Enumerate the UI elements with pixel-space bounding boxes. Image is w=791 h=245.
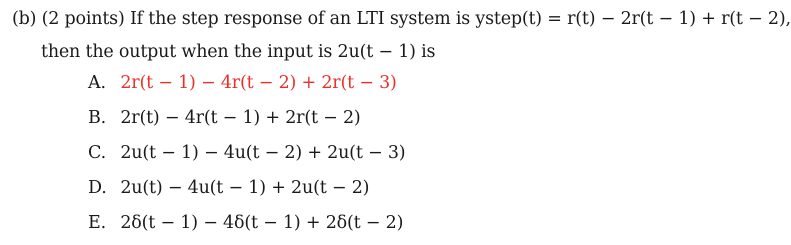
option-c [88, 140, 405, 175]
question-stem-line-2: then the output when the input is 2u(t − 1) is [41, 42, 436, 62]
question-block [12, 6, 791, 65]
option-a-text: 2r(t − 1) − 4r(t − 2) + 2r(t − 3) [120, 73, 397, 93]
option-d [88, 175, 405, 210]
option-e [88, 210, 405, 245]
option-d-text: 2u(t) − 4u(t − 1) + 2u(t − 2) [120, 178, 370, 198]
question-stem-line-1: (b) (2 points) If the step response of an LTI system is ystep(t) = r(t) − 2r(t − 1) + r(t − 2), [12, 9, 791, 29]
answer-options [88, 70, 405, 245]
option-e-text: 2δ(t − 1) − 4δ(t − 1) + 2δ(t − 2) [120, 213, 404, 233]
option-a [88, 70, 405, 105]
option-d-letter: D. [88, 178, 107, 198]
option-b [88, 105, 405, 140]
option-e-letter: E. [88, 213, 106, 233]
option-c-letter: C. [88, 143, 106, 163]
option-a-letter: A. [88, 73, 106, 93]
option-b-letter: B. [88, 108, 107, 128]
option-c-text: 2u(t − 1) − 4u(t − 2) + 2u(t − 3) [120, 143, 406, 163]
option-b-text: 2r(t) − 4r(t − 1) + 2r(t − 2) [120, 108, 361, 128]
